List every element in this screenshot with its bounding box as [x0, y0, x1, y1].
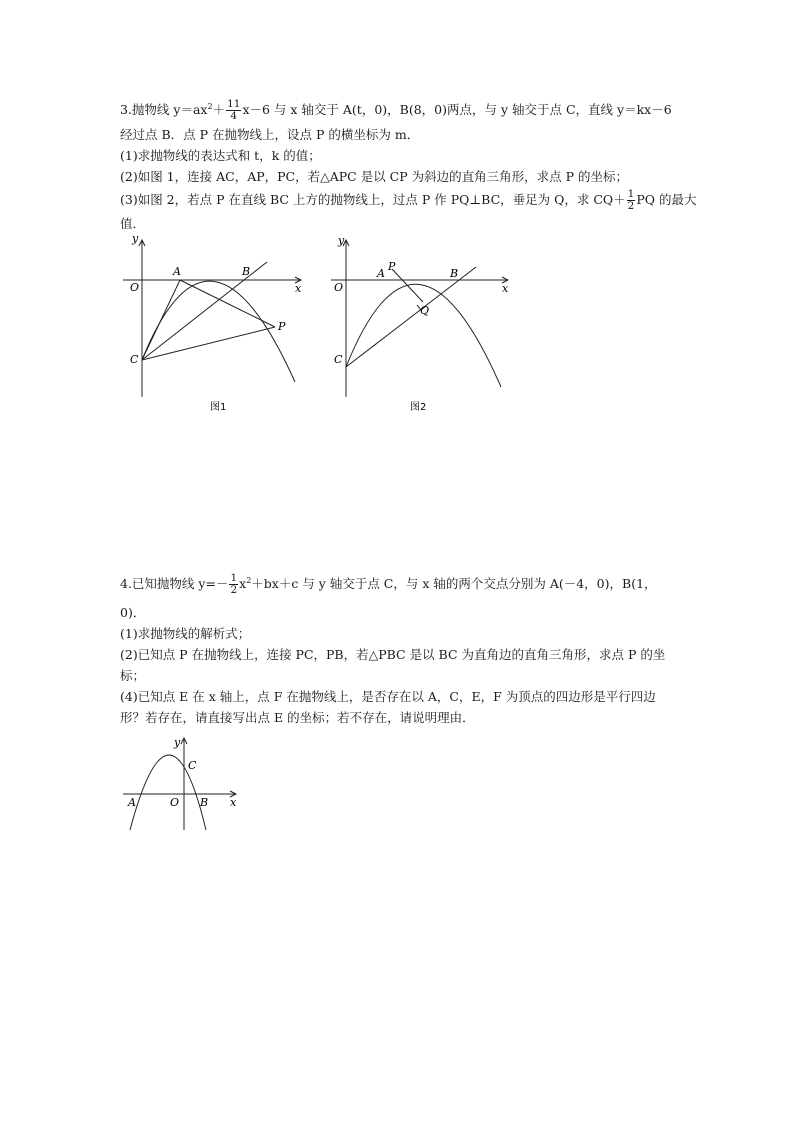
text: ＋	[212, 102, 226, 117]
problem-4-line-1	[120, 566, 705, 602]
label-A: A	[128, 796, 136, 809]
problem-4-part-2-cont: 标；	[120, 668, 146, 683]
figure-problem-4	[118, 732, 248, 832]
segment-PQ	[392, 269, 423, 302]
problem-3-line-2: 经过点 B．点 P 在抛物线上，设点 P 的横坐标为 m．	[120, 127, 420, 142]
figure-2	[326, 232, 516, 417]
label-O: O	[130, 281, 140, 294]
superscript: 2	[207, 101, 213, 111]
segment-CP	[142, 327, 275, 360]
caption-figure-2: 图2	[410, 402, 427, 413]
label-B: B	[200, 796, 209, 809]
text: x－6 与 x 轴交于 A(t，0)，B(8，0)两点，与 y 轴交于点 C，直线 y＝kx－6	[242, 102, 672, 117]
problem-4-part-4-cont: 形？若存在，请直接写出点 E 的坐标；若不存在，请说明理由．	[120, 710, 475, 725]
label-x: x	[502, 282, 509, 295]
text: (3)如图 2，若点 P 在直线 BC 上方的抛物线上，过点 P 作 PQ⊥BC，垂足为 Q，求 CQ＋	[120, 192, 626, 207]
fraction	[226, 99, 241, 122]
label-O: O	[334, 281, 344, 294]
problem-4-line-2: 0)．	[120, 605, 146, 620]
label-A: A	[173, 265, 181, 278]
numerator: 1	[230, 572, 238, 584]
text: PQ 的最大	[636, 192, 697, 207]
label-y: y	[174, 736, 181, 749]
problem-3-part-3	[120, 187, 705, 213]
label-C: C	[188, 759, 197, 772]
label-C: C	[334, 353, 343, 366]
text: ＋bx＋c 与 y 轴交于点 C，与 x 轴的两个交点分别为 A(－4，0)，B(1，	[251, 576, 657, 591]
parabola	[142, 281, 295, 382]
text: 3.抛物线 y＝ax	[120, 102, 208, 117]
denominator: 4	[230, 110, 238, 122]
segment-CA	[142, 280, 180, 360]
numerator: 11	[227, 98, 241, 110]
fraction	[229, 573, 238, 596]
label-A: A	[377, 267, 385, 280]
label-P: P	[388, 260, 396, 273]
problem-3-part-2: (2)如图 1，连接 AC，AP，PC，若△APC 是以 CP 为斜边的直角三角形，求点 P 的坐标；	[120, 169, 628, 184]
label-x: x	[230, 796, 237, 809]
label-x: x	[295, 282, 302, 295]
problem-4-part-2: (2)已知点 P 在抛物线上，连接 PC，PB，若△PBC 是以 BC 为直角边的直角三角形，求点 P 的坐	[120, 647, 666, 662]
fraction	[627, 189, 636, 212]
figure-1	[115, 232, 310, 417]
denominator: 2	[627, 200, 635, 212]
label-y: y	[132, 232, 139, 245]
label-O: O	[170, 796, 180, 809]
problem-4-part-1: (1)求抛物线的解析式；	[120, 626, 251, 641]
text: x	[239, 576, 247, 591]
label-P: P	[278, 320, 286, 333]
denominator: 2	[230, 584, 238, 596]
problem-3-line-1	[120, 96, 705, 124]
caption-figure-1: 图1	[210, 402, 227, 413]
numerator: 1	[627, 188, 635, 200]
label-y: y	[338, 234, 345, 247]
label-C: C	[130, 353, 139, 366]
problem-4	[120, 566, 705, 728]
label-B: B	[450, 267, 459, 280]
line-CB	[346, 267, 476, 367]
text: 4.已知抛物线 y=－	[120, 576, 229, 591]
segment-AP	[180, 280, 275, 327]
problem-3-line-6: 值．	[120, 216, 146, 231]
label-B: B	[242, 265, 251, 278]
parabola	[346, 284, 501, 387]
problem-3-part-1: (1)求抛物线的表达式和 t，k 的值；	[120, 148, 321, 163]
label-Q: Q	[420, 304, 430, 317]
superscript: 2	[246, 575, 252, 585]
problem-3	[120, 96, 705, 234]
problem-4-part-4: (4)已知点 E 在 x 轴上，点 F 在抛物线上，是否存在以 A，C，E，F 为顶点的四边形是平行四边	[120, 689, 656, 704]
